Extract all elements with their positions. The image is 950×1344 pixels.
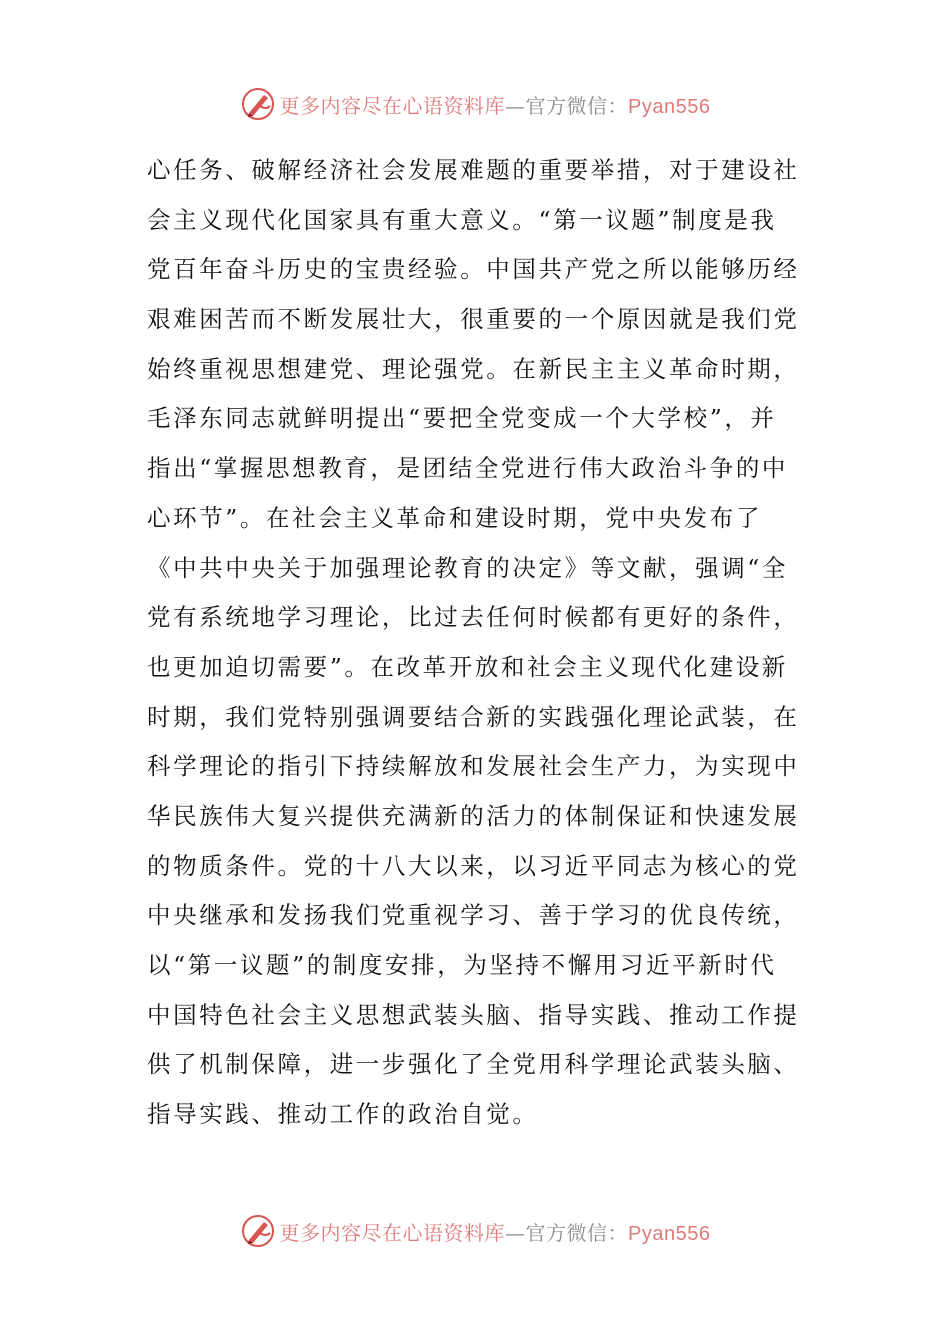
pen-logo-icon	[240, 1213, 276, 1249]
text-line: 党有系统地学习理论，比过去任何时候都有更好的条件，	[147, 603, 800, 632]
footer-dash: —	[505, 1220, 526, 1245]
text-line: 毛泽东同志就鲜明提出“要把全党变成一个大学校”，并	[147, 404, 777, 433]
text-line: 也更加迫切需要”。在改革开放和社会主义现代化建设新	[147, 652, 789, 681]
footer-banner	[0, 1209, 950, 1253]
footer-wechat-id: Pyan556	[628, 1222, 711, 1245]
header-wechat-label: 官方微信：	[525, 93, 629, 118]
text-line: 指导实践、推动工作的政治自觉。	[147, 1100, 539, 1129]
header-banner	[0, 82, 950, 126]
header-text	[280, 90, 711, 119]
text-line: 艰难困苦而不断发展壮大，很重要的一个原因就是我们党	[147, 305, 800, 334]
header-wechat-id: Pyan556	[628, 95, 711, 118]
text-line: 会主义现代化国家具有重大意义。“第一议题”制度是我	[147, 205, 777, 234]
footer-brand: 更多内容尽在心语资料库	[279, 1220, 506, 1245]
header-dash: —	[505, 93, 526, 118]
footer-wechat-label: 官方微信：	[525, 1220, 629, 1245]
text-line: 的物质条件。党的十八大以来，以习近平同志为核心的党	[147, 851, 800, 880]
pen-logo-icon	[240, 86, 276, 122]
text-line: 心环节”。在社会主义革命和建设时期，党中央发布了	[147, 503, 762, 532]
text-line: 华民族伟大复兴提供充满新的活力的体制保证和快速发展	[147, 801, 800, 830]
text-line: 中央继承和发扬我们党重视学习、善于学习的优良传统，	[147, 901, 800, 930]
text-line: 始终重视思想建党、理论强党。在新民主主义革命时期，	[147, 354, 800, 383]
header-brand: 更多内容尽在心语资料库	[279, 93, 506, 118]
text-line: 指出“掌握思想教育，是团结全党进行伟大政治斗争的中	[147, 454, 789, 483]
text-line: 时期，我们党特别强调要结合新的实践强化理论武装，在	[147, 702, 800, 731]
text-line: 供了机制保障，进一步强化了全党用科学理论武装头脑、	[147, 1050, 800, 1079]
text-line: 中国特色社会主义思想武装头脑、指导实践、推动工作提	[147, 1000, 800, 1029]
text-line: 党百年奋斗历史的宝贵经验。中国共产党之所以能够历经	[147, 255, 800, 284]
text-line: 《中共中央关于加强理论教育的决定》等文献，强调“全	[147, 553, 789, 582]
footer-text	[280, 1217, 711, 1246]
text-line: 科学理论的指引下持续解放和发展社会生产力，为实现中	[147, 752, 800, 781]
document-body	[147, 146, 807, 1140]
text-line: 以“第一议题”的制度安排，为坚持不懈用习近平新时代	[147, 951, 777, 979]
text-line: 心任务、破解经济社会发展难题的重要举措，对于建设社	[147, 156, 800, 184]
